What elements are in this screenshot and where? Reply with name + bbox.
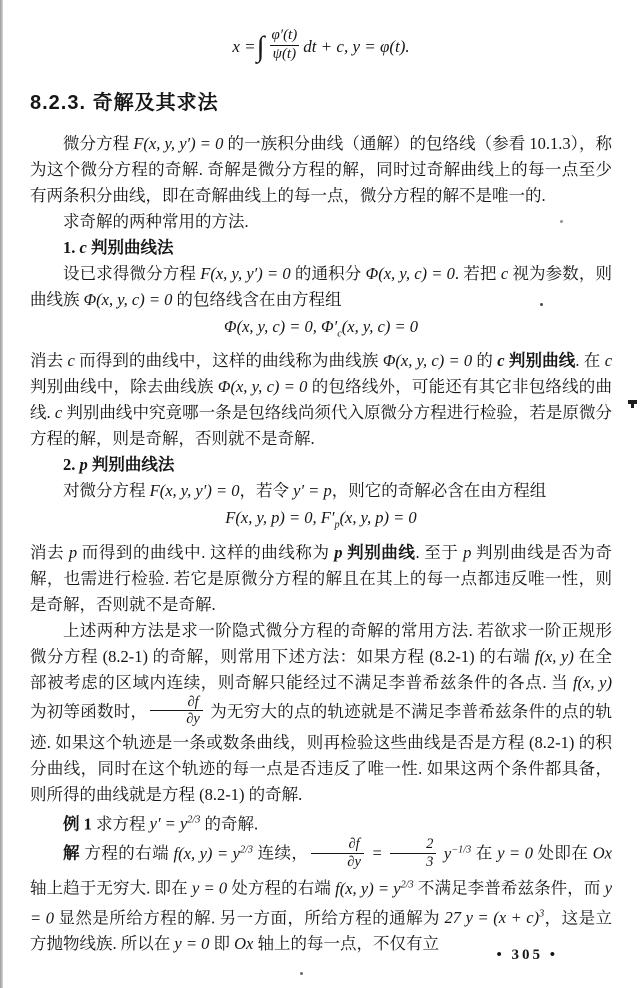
math-expression: (x, y, p) = 0 <box>339 508 417 528</box>
math-expression: dt + c, y = φ(t). <box>303 37 410 56</box>
math-expression: p <box>79 455 88 475</box>
text-run: . 若把 <box>454 264 501 283</box>
text-run: 的通积分 <box>290 264 366 283</box>
scan-edge-shadow <box>0 0 3 988</box>
text-run: 连续， <box>253 843 309 863</box>
text-run: 轴上的每一点，不仅有立 <box>253 934 439 954</box>
text-run: 方程的右端 <box>79 843 174 863</box>
section-heading: 8.2.3. 奇解及其求法 <box>30 92 219 114</box>
text-run: 判别曲线中，除去曲线族 <box>30 377 218 397</box>
math-expression: Φ(x, y, c) = 0 <box>83 290 173 309</box>
c-discriminant-equations <box>30 314 612 347</box>
text-run: ，则它的奇解必含在由方程组 <box>331 481 547 501</box>
math-expression: $y' = y^{2/3}$ <box>149 814 201 834</box>
paragraph-p-method <box>30 478 612 504</box>
text-run: 而得到的曲线中. 这样的曲线称为 <box>77 542 335 562</box>
math-expression: p <box>463 542 472 562</box>
inline-fraction: $\frac{\partial f}{\partial y}$ <box>150 694 203 728</box>
math-expression: 27 $y = (x + c)^3$ <box>444 908 545 928</box>
text-run: . 至于 <box>415 542 464 562</box>
text-run: 的 <box>472 351 498 371</box>
text-run: 判别曲线法 <box>87 455 175 475</box>
text-run: 判别曲线 <box>342 542 416 562</box>
section-body <box>30 131 612 957</box>
inline-fraction: $\frac{\partial f}{\partial y}$ <box>311 836 364 870</box>
math-expression: c <box>54 403 63 423</box>
math-expression: c <box>604 351 613 371</box>
text-run: 不满足李普希兹条件，而 <box>413 878 605 898</box>
math-expression: Φ(x, y, c) = 0 <box>217 377 308 397</box>
paragraph-normal-form-method <box>30 618 612 808</box>
math-expression: f(x, $y) = y^{2/3}$ <box>335 878 414 898</box>
scan-noise-dot <box>560 220 563 223</box>
math-expression: = <box>366 843 388 863</box>
math-expression: $\Phi'_c$ <box>321 317 342 340</box>
scan-noise-dot <box>540 303 543 306</box>
text-run: 求方程 <box>91 814 150 834</box>
math-expression: F(x, y, p) = 0, <box>225 508 321 528</box>
inline-fraction: $\frac{\varphi'(t)}{\psi(t)}$ <box>271 27 298 62</box>
math-expression: Φ(x, y, c) = 0 <box>382 351 473 371</box>
text-run: 处即在 <box>532 843 593 863</box>
text-run: . 在 <box>575 351 605 371</box>
example-1-solution <box>30 837 612 957</box>
math-expression: y = 0 <box>497 843 533 863</box>
text-run: 对微分方程 <box>63 481 150 501</box>
inline-fraction: $\frac{2}{3}$ <box>390 836 436 870</box>
text-run: ，若令 <box>239 481 294 501</box>
text-run: 即 <box>209 934 235 954</box>
top-formula <box>30 18 612 76</box>
text-run: 微分方程 <box>63 134 134 153</box>
text-run: 为无穷大的点的轨迹就是不满足李普希兹条件的点的轨迹. 如果这个轨迹是一条或数条曲线，则再检验这些曲线是否是方程 (8.2-1) 的积分曲线，同时在这个轨迹的每一点是否违反了唯一性. 如果这两个条件都具备，则所得的曲线就是方程 (8.2-1) 的奇解. <box>30 701 612 804</box>
text-run: 显然是所给方程的解. 另一方面，所给方程的通解为 <box>53 908 445 928</box>
subheading-p-discriminant <box>30 452 612 478</box>
math-expression: p <box>68 542 78 562</box>
text-run: 在全部被考虑的区域内连续，则奇解只能经过不满足李普希兹条件的各点. 当 <box>30 646 613 692</box>
math-expression: c <box>500 264 509 283</box>
text-run: 2. <box>63 455 80 475</box>
page-number: • 305 • <box>496 947 558 963</box>
example-1-statement <box>30 808 612 838</box>
text-run: 例 1 <box>63 814 92 834</box>
subheading-c-discriminant <box>30 235 612 261</box>
text-run: 判别曲线 <box>504 351 576 371</box>
text-run: 处方程的右端 <box>227 878 336 898</box>
text-run: 而得到的曲线中，这样的曲线称为曲线族 <box>74 351 383 371</box>
math-expression: c <box>497 351 505 371</box>
text-run: 上述两种方法是求一阶隐式微分方程的奇解的常用方法. 若欲求一阶正规形微分方程 (8.2-1) 的奇解，则常用下述方法：如果方程 (8.2-1) 的右端 <box>30 620 612 666</box>
paragraph-c-discussion <box>30 348 612 452</box>
paragraph-methods-lead <box>30 209 612 235</box>
text-run: ，这是立方抛物线族. 所以在 <box>30 908 613 954</box>
math-expression: y = 0 <box>191 878 228 898</box>
text-run: 消去 <box>30 351 68 371</box>
integral-sign: ∫ <box>256 30 265 63</box>
math-expression: f(x, y) <box>572 672 612 692</box>
math-expression: Φ(x, y, c) = 0, <box>224 317 322 336</box>
text-run: 消去 <box>30 542 69 562</box>
text-run: 的包络线含在由方程组 <box>172 290 342 309</box>
text-run: 判别曲线法 <box>86 238 174 257</box>
math-expression: Ox <box>234 934 254 954</box>
text-run: 为初等函数时， <box>30 701 148 721</box>
text-run: 1. <box>63 238 80 257</box>
math-expression: p <box>334 542 343 562</box>
text-run: 设已求得微分方程 <box>63 264 201 283</box>
text-run: 判别曲线是否为奇解，也需进行检验. 若它是原微分方程的解且在其上的每一点都违反唯一性，则是奇解，否则就不是奇解. <box>30 542 613 614</box>
math-expression: (x, y, c) = 0 <box>341 317 418 336</box>
math-expression: c <box>79 238 87 257</box>
math-expression: y = 0 <box>174 934 210 954</box>
math-expression: c <box>67 351 75 371</box>
paragraph-p-discussion <box>30 540 612 618</box>
text-run: 解 <box>63 843 80 863</box>
text-run: 视为参数，则曲线族 <box>30 264 613 309</box>
math-expression: F(x, y, y′) = 0 <box>200 264 291 283</box>
math-expression: f(x, y) <box>534 646 574 666</box>
paragraph-intro <box>30 131 612 209</box>
math-expression: y′ = p <box>293 481 332 501</box>
scan-artifact-mark <box>628 400 637 404</box>
text-run: 的一族积分曲线（通解）的包络线（参看 10.1.3），称为这个微分方程的奇解. 奇解是微分方程的解，同时过奇解曲线上的每一点至少有两条积分曲线，即在奇解曲线上的每一点，微分方程的解不是唯一的. <box>30 134 613 205</box>
text-run: 判别曲线中究竟哪一条是包络线尚须代入原微分方程进行检验，若是原微分方程的解，则是奇解，否则就不是奇解. <box>30 403 613 449</box>
math-expression: $F'_p$ <box>320 508 340 531</box>
p-discriminant-equations <box>30 505 612 538</box>
text-run: 在 <box>471 843 498 863</box>
math-expression: x = <box>232 37 256 56</box>
scan-noise-dot <box>300 972 303 975</box>
text-run: 轴上趋于无穷大. 即在 <box>30 878 192 898</box>
text-run: 的奇解. <box>200 814 259 834</box>
math-expression: Φ(x, y, c) = 0 <box>365 264 455 283</box>
math-expression: F(x, y, y′) = 0 <box>133 134 224 153</box>
math-expression: y = 0 <box>30 878 613 928</box>
math-expression: Ox <box>592 843 613 863</box>
math-expression: $y^{-1/3}$ <box>439 843 472 863</box>
paragraph-c-method <box>30 261 612 313</box>
text-run: 求奇解的两种常用的方法. <box>63 212 249 231</box>
math-expression: F(x, y, y′) = 0 <box>149 481 240 501</box>
text-run: 的包络线外，可能还有其它非包络线的曲线. <box>30 377 613 423</box>
math-expression: f(x, $y) = y^{2/3}$ <box>173 843 254 863</box>
